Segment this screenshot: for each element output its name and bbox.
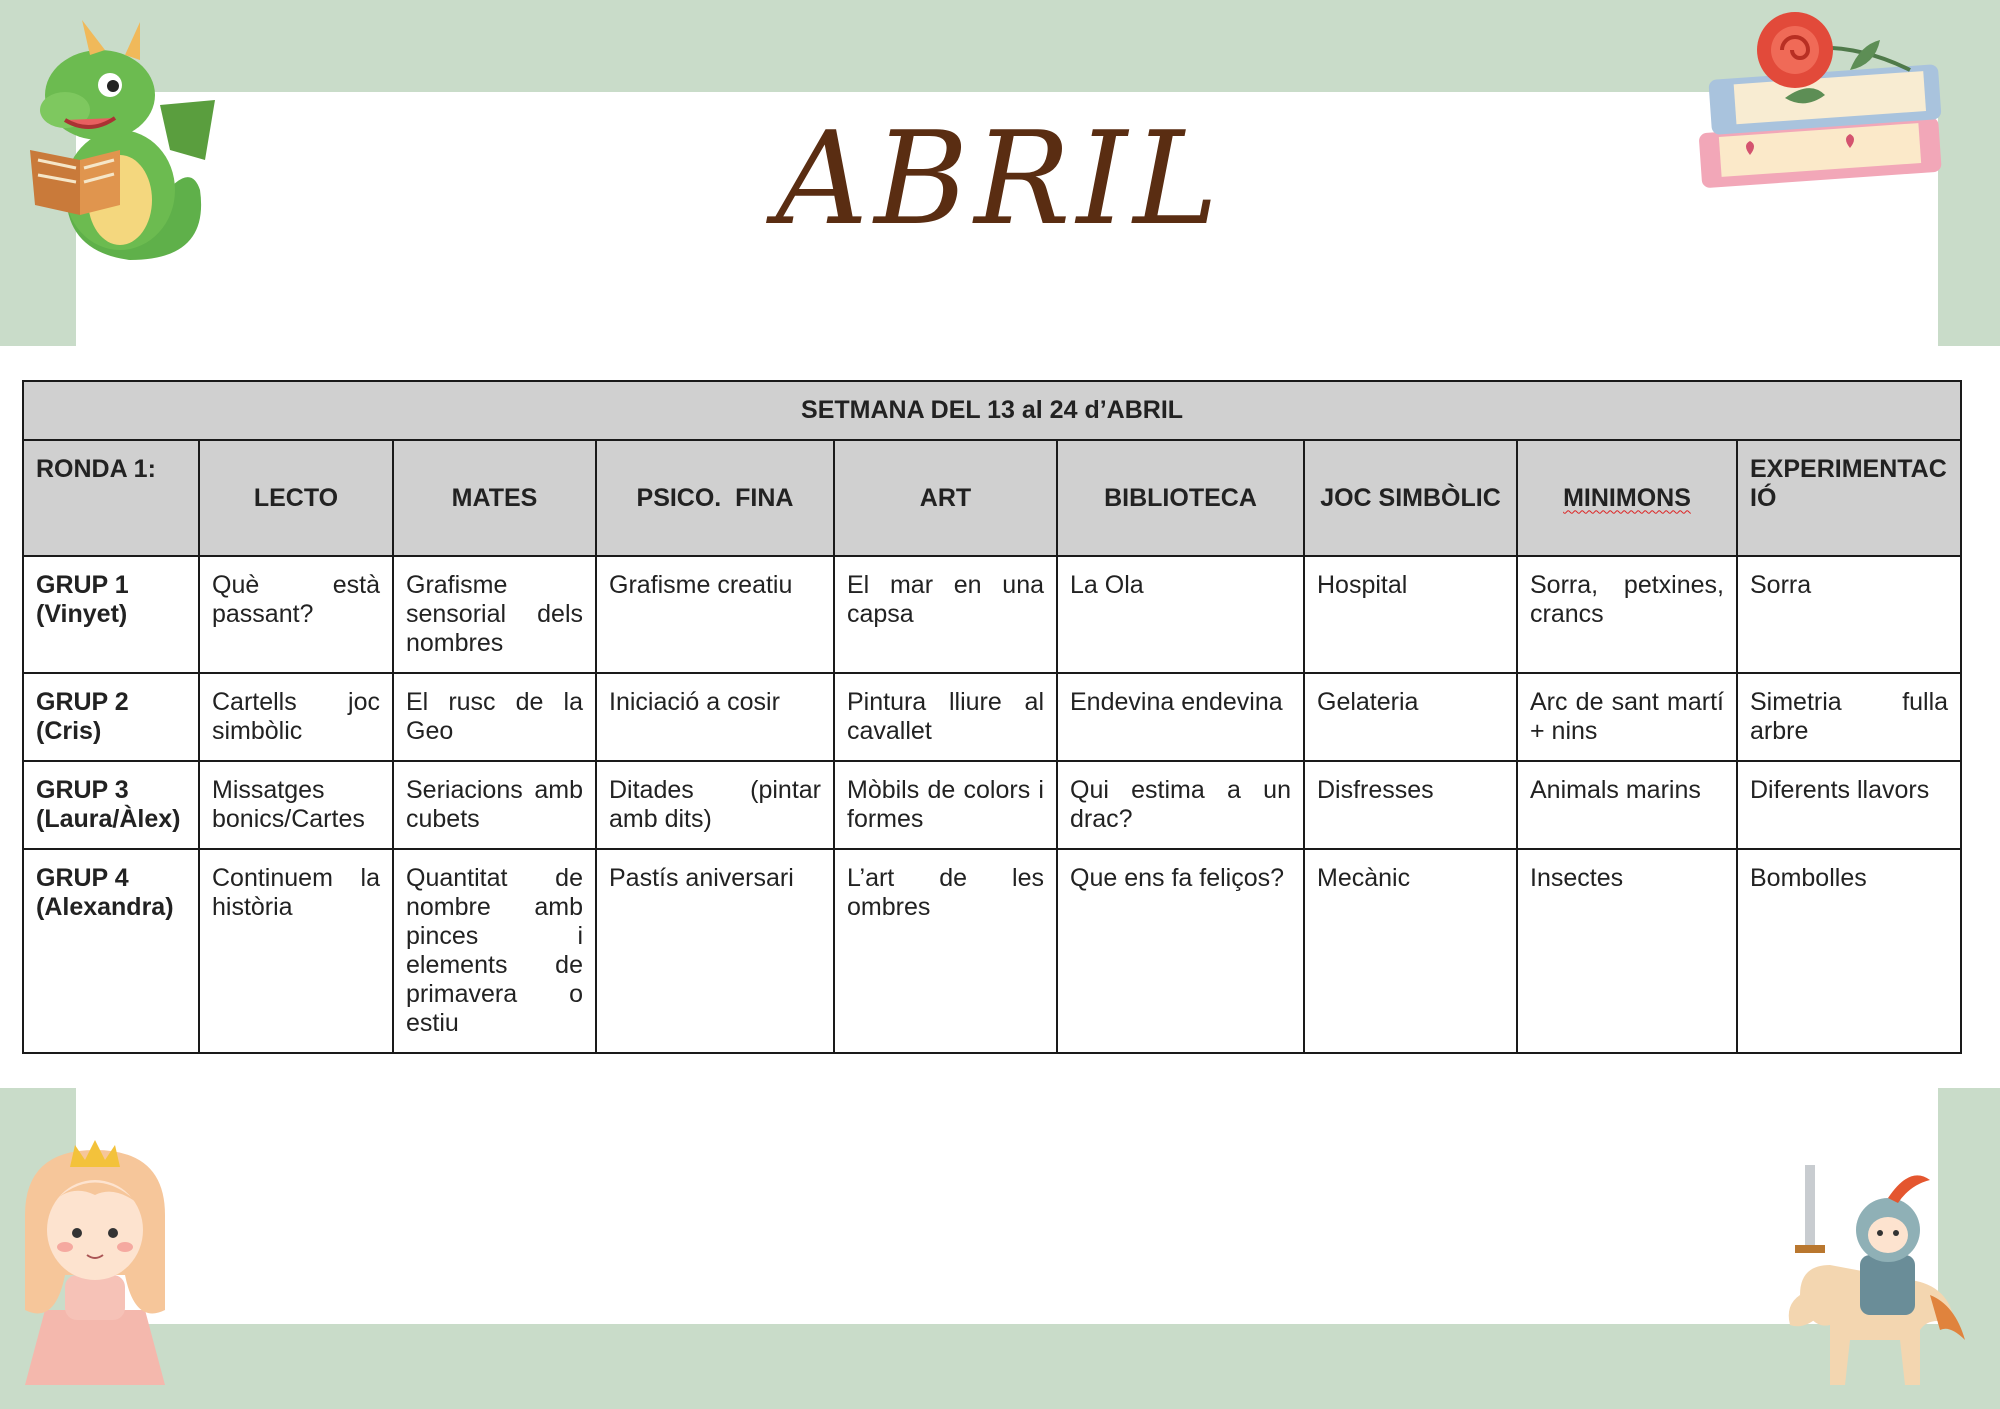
table-cell: Què està passant? bbox=[199, 556, 393, 673]
table-cell: Sorra bbox=[1737, 556, 1961, 673]
table-cell: Grafisme creatiu bbox=[596, 556, 834, 673]
group-label: GRUP 1 (Vinyet) bbox=[23, 556, 199, 673]
table-cell: Endevina endevina bbox=[1057, 673, 1304, 761]
column-header-mates: MATES bbox=[393, 440, 596, 556]
books-rose-icon bbox=[1690, 10, 1970, 205]
table-cell: El mar en una capsa bbox=[834, 556, 1057, 673]
table-cell: La Ola bbox=[1057, 556, 1304, 673]
table-cell: Quantitat de nombre amb pinces i elements de primavera o estiu bbox=[393, 849, 596, 1053]
table-cell: Gelateria bbox=[1304, 673, 1517, 761]
column-header-joc-simbolic: JOC SIMBÒLIC bbox=[1304, 440, 1517, 556]
table-cell: Simetria fulla arbre bbox=[1737, 673, 1961, 761]
table-cell: Mòbils de colors i formes bbox=[834, 761, 1057, 849]
table-cell: Disfresses bbox=[1304, 761, 1517, 849]
table-cell: Continuem la història bbox=[199, 849, 393, 1053]
page-title: ABRIL bbox=[775, 105, 1225, 254]
table-cell: Sorra, petxines, crancs bbox=[1517, 556, 1737, 673]
column-header-art: ART bbox=[834, 440, 1057, 556]
column-header-lecto: LECTO bbox=[199, 440, 393, 556]
table-cell: Iniciació a cosir bbox=[596, 673, 834, 761]
table-cell: Cartells joc simbòlic bbox=[199, 673, 393, 761]
table-row bbox=[23, 761, 1961, 849]
table-cell: Animals marins bbox=[1517, 761, 1737, 849]
bottom-white-band bbox=[76, 1088, 1938, 1324]
table-cell: Pastís aniversari bbox=[596, 849, 834, 1053]
table-cell: Arc de sant martí + nins bbox=[1517, 673, 1737, 761]
table-cell: L’art de les ombres bbox=[834, 849, 1057, 1053]
column-header-biblioteca: BIBLIOTECA bbox=[1057, 440, 1304, 556]
table-cell: Diferents llavors bbox=[1737, 761, 1961, 849]
table-cell: Ditades (pintar amb dits) bbox=[596, 761, 834, 849]
table-cell: Seriacions amb cubets bbox=[393, 761, 596, 849]
column-header-minimons-cell bbox=[1517, 440, 1737, 556]
table-cell: Grafisme sensorial dels nombres bbox=[393, 556, 596, 673]
table-cell: Bombolles bbox=[1737, 849, 1961, 1053]
group-label: GRUP 2 (Cris) bbox=[23, 673, 199, 761]
table-row bbox=[23, 673, 1961, 761]
table-cell: Insectes bbox=[1517, 849, 1737, 1053]
table-cell: Mecànic bbox=[1304, 849, 1517, 1053]
table-cell: Hospital bbox=[1304, 556, 1517, 673]
table-cell: El rusc de la Geo bbox=[393, 673, 596, 761]
table-cell: Que ens fa feliços? bbox=[1057, 849, 1304, 1053]
dragon-reading-icon bbox=[10, 10, 225, 265]
table-cell: Pintura lliure al cavallet bbox=[834, 673, 1057, 761]
princess-icon bbox=[15, 1135, 175, 1395]
knight-on-horse-icon bbox=[1780, 1155, 1970, 1395]
table-cell: Missatges bonics/Cartes bbox=[199, 761, 393, 849]
week-header: SETMANA DEL 13 al 24 d’ABRIL bbox=[23, 381, 1961, 440]
table-row bbox=[23, 556, 1961, 673]
table-column-header-row bbox=[23, 440, 1961, 556]
column-header-experimentacio: EXPERIMENTACIÓ bbox=[1737, 440, 1961, 556]
table-week-header-row bbox=[23, 381, 1961, 440]
table-cell: Qui estima a un drac? bbox=[1057, 761, 1304, 849]
activities-table bbox=[22, 380, 1962, 1054]
column-header-minimons: MINIMONS bbox=[1563, 483, 1691, 512]
table-row bbox=[23, 849, 1961, 1053]
group-label: GRUP 3 (Laura/Àlex) bbox=[23, 761, 199, 849]
column-header-psico-fina: PSICO. FINA bbox=[596, 440, 834, 556]
group-label: GRUP 4 (Alexandra) bbox=[23, 849, 199, 1053]
round-label: RONDA 1: bbox=[23, 440, 199, 556]
